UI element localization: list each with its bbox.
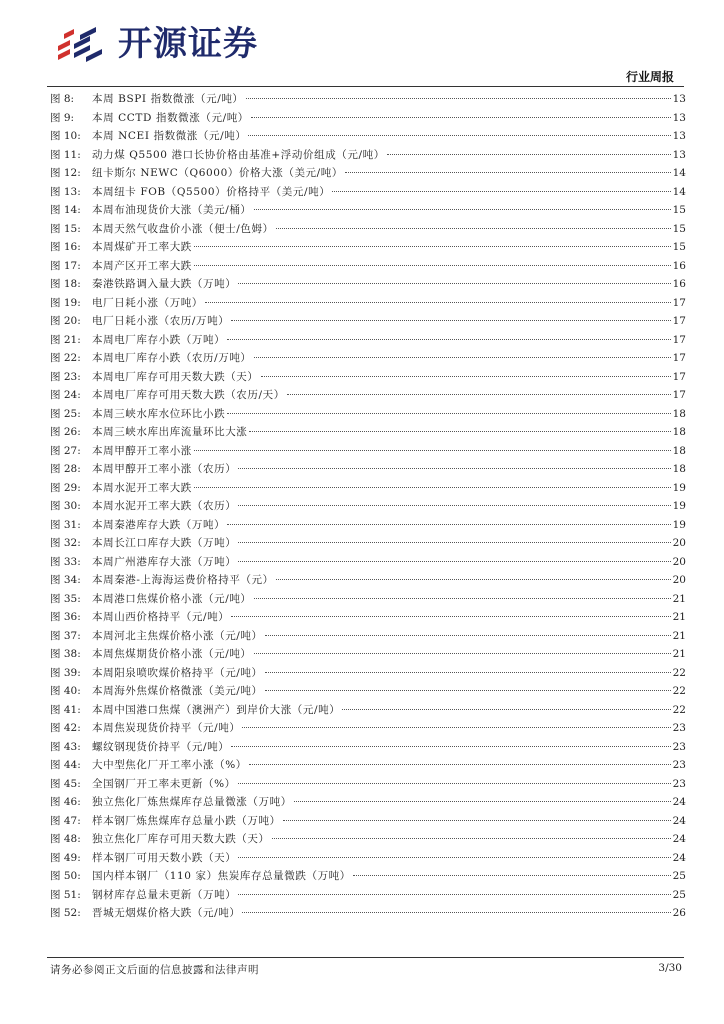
page-header [0, 0, 724, 90]
toc-leader-dots [238, 773, 671, 784]
toc-leader-dots [249, 421, 670, 432]
toc-entry-number: 图 41: [50, 703, 81, 716]
toc-entry-number: 图 23: [50, 370, 81, 383]
header-divider [47, 86, 684, 87]
toc-entry-page: 15 [672, 204, 686, 216]
toc-entry-title: 大中型焦化厂开工率小涨（%） [92, 759, 247, 771]
toc-entry-number: 图 34: [50, 574, 81, 586]
toc-entry-page: 23 [672, 740, 686, 753]
toc-entry-page: 24 [672, 851, 686, 864]
toc-entry-number: 图 38: [50, 648, 81, 660]
toc-entry-number: 图 31: [50, 518, 81, 531]
toc-entry-page: 13 [672, 111, 686, 124]
toc-entry-page: 20 [672, 537, 686, 549]
toc-leader-dots [227, 403, 670, 414]
toc-leader-dots [231, 736, 670, 747]
toc-entry-number: 图 29: [50, 481, 81, 494]
toc-entry-number: 图 39: [50, 666, 81, 679]
toc-entry-number: 图 43: [50, 740, 81, 753]
toc-entry-title: 钢材库存总量未更新（万吨） [92, 888, 237, 901]
toc-entry-page: 20 [672, 574, 686, 586]
toc-entry-number: 图 24: [50, 389, 81, 401]
toc-leader-dots [353, 865, 671, 876]
toc-entry-title: 晋城无烟煤价格大跌（元/吨） [92, 907, 241, 919]
toc-entry-title: 本周河北主焦煤价格小涨（元/吨） [92, 629, 263, 642]
report-type-label: 行业周报 [625, 70, 674, 84]
toc-leader-dots [242, 902, 670, 913]
toc-entry-page: 18 [672, 407, 686, 420]
toc-entry-title: 本周甲醇开工率小涨（农历） [92, 463, 237, 475]
toc-entry-number: 图 28: [50, 463, 81, 475]
toc-entry-page: 15 [672, 241, 686, 253]
toc-entry-title: 本周产区开工率大跌 [92, 259, 192, 272]
toc-entry-page: 16 [672, 278, 686, 290]
toc-entry-title: 国内样本钢厂（110 家）焦炭库存总量微跌（万吨） [92, 870, 351, 882]
toc-leader-dots [231, 606, 670, 617]
toc-entry-title: 本周中国港口焦煤（澳洲产）到岸价大涨（元/吨） [92, 703, 341, 716]
toc-leader-dots [194, 477, 671, 488]
toc-leader-dots [238, 273, 670, 284]
toc-entry-number: 图 42: [50, 722, 81, 734]
toc-entry-number: 图 51: [50, 888, 81, 901]
footer-divider [47, 957, 684, 958]
toc-entry-number: 图 16: [50, 241, 81, 253]
toc-leader-dots [294, 791, 671, 802]
toc-entry-page: 24 [672, 796, 686, 808]
toc-entry-number: 图 45: [50, 777, 81, 790]
toc-leader-dots [238, 551, 670, 562]
toc-entry-title: 电厂日耗小涨（农历/万吨） [92, 315, 230, 327]
toc-entry-title: 本周水泥开工率大跌（农历） [92, 500, 237, 512]
toc-entry-page: 19 [672, 481, 686, 494]
toc-entry-page: 15 [672, 222, 686, 235]
toc-entry-page: 22 [672, 703, 686, 716]
toc-leader-dots [227, 514, 670, 525]
toc-entry-number: 图 17: [50, 259, 81, 272]
toc-entry-number: 图 20: [50, 315, 81, 327]
toc-entry-title: 本周电厂库存小跌（万吨） [92, 333, 226, 346]
toc-entry-title: 秦港铁路调入量大跌（万吨） [92, 278, 237, 290]
toc-entry-page: 19 [672, 500, 686, 512]
toc-leader-dots [254, 643, 671, 654]
toc-entry-title: 本周甲醇开工率小涨 [92, 444, 192, 457]
footer-page-number: 3/30 [658, 962, 682, 974]
toc-leader-dots [265, 662, 671, 673]
toc-entry-page: 20 [672, 555, 686, 568]
toc-entry-number: 图 49: [50, 851, 81, 864]
footer-disclaimer: 请务必参阅正文后面的信息披露和法律声明 [50, 964, 259, 976]
toc-entry-title: 样本钢厂炼焦煤库存总量小跌（万吨） [92, 814, 281, 827]
toc-entry-page: 14 [672, 167, 686, 179]
toc-entry-title: 本周广州港库存大涨（万吨） [92, 555, 237, 568]
toc-entry-title: 动力煤 Q5500 港口长协价格由基准+浮动价组成（元/吨） [92, 148, 385, 161]
toc-leader-dots [238, 847, 670, 858]
toc-entry-title: 螺纹钢现货价持平（元/吨） [92, 740, 230, 753]
toc-entry-title: 本周纽卡 FOB（Q5500）价格持平（美元/吨） [92, 185, 331, 198]
toc-entry-number: 图 21: [50, 333, 81, 346]
toc-entry-page: 24 [672, 833, 686, 845]
toc-entry-page: 17 [672, 352, 686, 364]
figure-index-list [50, 90, 686, 923]
toc-entry-title: 本周电厂库存可用天数大跌（农历/天） [92, 389, 285, 401]
toc-entry-title: 本周港口焦煤价格小涨（元/吨） [92, 592, 252, 605]
toc-entry-number: 图 35: [50, 592, 81, 605]
toc-entry-page: 17 [672, 333, 686, 346]
toc-entry-page: 21 [672, 648, 686, 660]
toc-leader-dots [238, 495, 670, 506]
toc-entry-page: 16 [672, 259, 686, 272]
toc-entry-number: 图 15: [50, 222, 81, 235]
toc-entry-page: 13 [672, 148, 686, 161]
toc-leader-dots [246, 88, 671, 99]
toc-leader-dots [227, 329, 670, 340]
toc-leader-dots [251, 107, 671, 118]
toc-entry-page: 26 [672, 907, 686, 919]
toc-entry-title: 本周 CCTD 指数微涨（元/吨） [92, 111, 249, 124]
toc-entry-page: 18 [672, 463, 686, 475]
toc-leader-dots [238, 532, 670, 543]
toc-entry-page: 17 [672, 315, 686, 327]
toc-entry-title: 电厂日耗小涨（万吨） [92, 296, 203, 309]
toc-entry-page: 21 [672, 611, 686, 623]
toc-entry-title: 独立焦化厂库存可用天数大跌（天） [92, 833, 270, 845]
toc-entry-title: 本周天然气收盘价小涨（便士/色姆） [92, 222, 274, 235]
toc-entry-title: 全国钢厂开工率未更新（%） [92, 777, 236, 790]
toc-entry-number: 图 19: [50, 296, 81, 309]
toc-leader-dots [283, 810, 671, 821]
toc-entry-title: 本周焦炭现货价持平（元/吨） [92, 722, 241, 734]
toc-entry-title: 本周阳泉喷吹煤价格持平（元/吨） [92, 666, 263, 679]
toc-entry-number: 图 27: [50, 444, 81, 457]
toc-entry-number: 图 46: [50, 796, 81, 808]
toc-entry-page: 23 [672, 722, 686, 734]
toc-leader-dots [287, 384, 671, 395]
toc-leader-dots [238, 884, 670, 895]
toc-leader-dots [276, 569, 671, 580]
toc-entry-number: 图 9: [50, 111, 75, 124]
toc-entry-number: 图 11: [50, 148, 81, 161]
toc-entry-number: 图 30: [50, 500, 81, 512]
toc-leader-dots [342, 699, 670, 710]
toc-entry[interactable] [50, 904, 686, 923]
toc-entry-number: 图 36: [50, 611, 81, 623]
toc-leader-dots [231, 310, 670, 321]
toc-entry-page: 18 [672, 444, 686, 457]
toc-leader-dots [276, 218, 671, 229]
toc-leader-dots [332, 181, 670, 192]
toc-entry-title: 本周 BSPI 指数微涨（元/吨） [92, 93, 244, 105]
toc-leader-dots [254, 347, 671, 358]
brand-name: 开源证券 [118, 24, 258, 64]
toc-entry-page: 23 [672, 777, 686, 790]
toc-entry-page: 25 [672, 870, 686, 882]
toc-entry-page: 17 [672, 389, 686, 401]
toc-entry-page: 17 [672, 296, 686, 309]
toc-entry-number: 图 10: [50, 130, 81, 142]
toc-leader-dots [272, 828, 671, 839]
toc-entry-number: 图 26: [50, 426, 81, 438]
toc-leader-dots [205, 292, 671, 303]
brand-logo-icon [56, 26, 106, 66]
toc-entry-page: 24 [672, 814, 686, 827]
toc-leader-dots [254, 588, 671, 599]
toc-entry-title: 本周三峡水库水位环比小跌 [92, 407, 226, 420]
toc-entry-title: 本周三峡水库出库流量环比大涨 [92, 426, 248, 438]
toc-leader-dots [194, 255, 671, 266]
toc-entry-title: 本周电厂库存可用天数大跌（天） [92, 370, 259, 383]
toc-entry-number: 图 25: [50, 407, 81, 420]
toc-entry-number: 图 32: [50, 537, 81, 549]
toc-entry-page: 13 [672, 93, 686, 105]
toc-entry-number: 图 40: [50, 685, 81, 697]
toc-entry-title: 本周山西价格持平（元/吨） [92, 611, 230, 623]
toc-entry-page: 21 [672, 592, 686, 605]
toc-entry-page: 22 [672, 685, 686, 697]
toc-leader-dots [238, 458, 670, 469]
toc-leader-dots [249, 754, 671, 765]
toc-leader-dots [194, 440, 671, 451]
toc-entry-title: 本周焦煤期货价格小涨（元/吨） [92, 648, 252, 660]
toc-entry-number: 图 44: [50, 759, 81, 771]
toc-entry-title: 本周布油现货价大涨（美元/桶） [92, 204, 252, 216]
toc-entry-title: 纽卡斯尔 NEWC（Q6000）价格大涨（美元/吨） [92, 167, 343, 179]
toc-leader-dots [265, 625, 671, 636]
toc-entry-title: 本周秦港-上海海运费价格持平（元） [92, 574, 274, 586]
toc-entry-number: 图 50: [50, 870, 81, 882]
toc-leader-dots [387, 144, 671, 155]
toc-entry-page: 21 [672, 629, 686, 642]
toc-entry-page: 23 [672, 759, 686, 771]
toc-entry-number: 图 13: [50, 185, 81, 198]
toc-entry-number: 图 37: [50, 629, 81, 642]
toc-entry-page: 25 [672, 888, 686, 901]
toc-entry-number: 图 18: [50, 278, 81, 290]
toc-entry-title: 本周水泥开工率大跌 [92, 481, 192, 494]
toc-entry-number: 图 33: [50, 555, 81, 568]
toc-leader-dots [345, 162, 671, 173]
toc-entry-title: 本周秦港库存大跌（万吨） [92, 518, 226, 531]
toc-entry-page: 18 [672, 426, 686, 438]
toc-entry-number: 图 8: [50, 93, 75, 105]
toc-leader-dots [261, 366, 671, 377]
toc-leader-dots [265, 680, 671, 691]
toc-entry-title: 样本钢厂可用天数小跌（天） [92, 851, 237, 864]
toc-entry-title: 本周海外焦煤价格微涨（美元/吨） [92, 685, 263, 697]
toc-entry-number: 图 22: [50, 352, 81, 364]
toc-entry-number: 图 48: [50, 833, 81, 845]
toc-entry-number: 图 52: [50, 907, 81, 919]
toc-entry-page: 17 [672, 370, 686, 383]
toc-entry-title: 本周煤矿开工率大跌 [92, 241, 192, 253]
toc-entry-number: 图 14: [50, 204, 81, 216]
toc-entry-page: 22 [672, 666, 686, 679]
toc-leader-dots [242, 717, 670, 728]
toc-leader-dots [248, 125, 670, 136]
toc-entry-number: 图 12: [50, 167, 81, 179]
toc-leader-dots [254, 199, 671, 210]
toc-entry-page: 14 [672, 185, 686, 198]
toc-entry-title: 本周 NCEI 指数微涨（元/吨） [92, 130, 247, 142]
toc-entry-number: 图 47: [50, 814, 81, 827]
toc-leader-dots [194, 236, 671, 247]
toc-entry-title: 本周长江口库存大跌（万吨） [92, 537, 237, 549]
toc-entry-title: 独立焦化厂炼焦煤库存总量微涨（万吨） [92, 796, 292, 808]
toc-entry-page: 13 [672, 130, 686, 142]
toc-entry-page: 19 [672, 518, 686, 531]
toc-entry-title: 本周电厂库存小跌（农历/万吨） [92, 352, 252, 364]
